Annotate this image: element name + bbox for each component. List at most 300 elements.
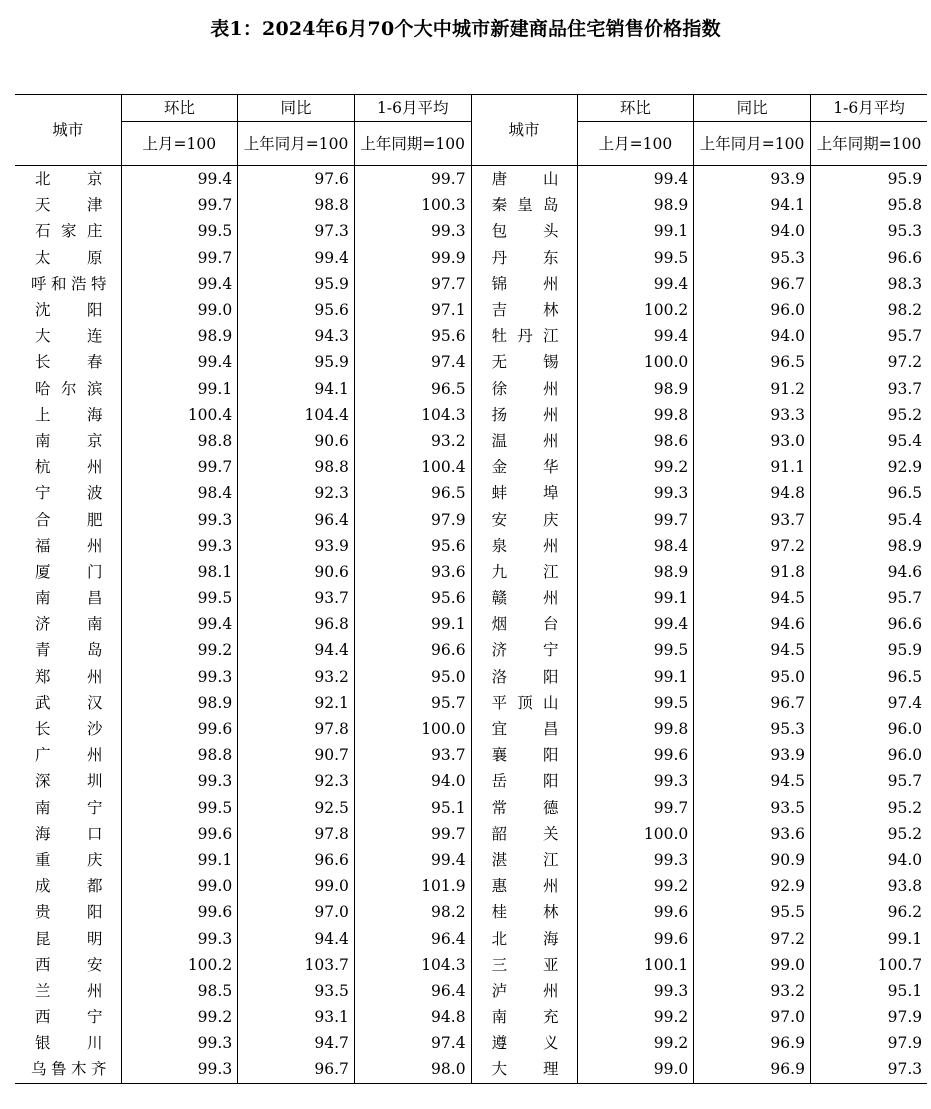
city-name: 湛江 bbox=[471, 847, 577, 873]
mom-value: 99.2 bbox=[577, 873, 694, 899]
table-row bbox=[15, 925, 927, 951]
yoy-value: 92.3 bbox=[238, 768, 355, 794]
mom-value: 99.7 bbox=[121, 245, 238, 271]
mom-value: 99.2 bbox=[121, 1004, 238, 1030]
mom-value: 98.5 bbox=[121, 978, 238, 1004]
mom-value: 99.4 bbox=[121, 271, 238, 297]
mom-value: 99.2 bbox=[121, 637, 238, 663]
city-name: 吉林 bbox=[471, 297, 577, 323]
mom-value: 99.5 bbox=[121, 218, 238, 244]
yoy-value: 97.0 bbox=[694, 1004, 811, 1030]
table-row bbox=[15, 480, 927, 506]
avg-value: 98.2 bbox=[354, 899, 471, 925]
yoy-base-header: 上年同月=100 bbox=[694, 122, 811, 166]
table-row bbox=[15, 637, 927, 663]
city-name: 徐州 bbox=[471, 376, 577, 402]
mom-value: 99.4 bbox=[577, 166, 694, 193]
avg-value: 95.6 bbox=[354, 533, 471, 559]
yoy-value: 97.6 bbox=[238, 166, 355, 193]
avg-value: 95.4 bbox=[810, 506, 927, 532]
yoy-value: 90.6 bbox=[238, 559, 355, 585]
yoy-value: 97.0 bbox=[238, 899, 355, 925]
mom-value: 99.3 bbox=[121, 925, 238, 951]
avg-value: 97.2 bbox=[810, 349, 927, 375]
yoy-value: 92.1 bbox=[238, 690, 355, 716]
mom-value: 100.0 bbox=[577, 349, 694, 375]
city-name: 无锡 bbox=[471, 349, 577, 375]
yoy-value: 91.1 bbox=[694, 454, 811, 480]
table-row bbox=[15, 768, 927, 794]
city-name: 太原 bbox=[35, 248, 103, 267]
mom-value: 99.6 bbox=[121, 716, 238, 742]
mom-value: 99.6 bbox=[577, 899, 694, 925]
city-name: 蚌埠 bbox=[471, 480, 577, 506]
mom-value: 99.0 bbox=[577, 1056, 694, 1083]
yoy-value: 96.7 bbox=[694, 271, 811, 297]
yoy-value: 96.9 bbox=[694, 1030, 811, 1056]
mom-value: 99.0 bbox=[121, 873, 238, 899]
city-name: 遵义 bbox=[471, 1030, 577, 1056]
city-name: 北京 bbox=[35, 170, 103, 189]
table-row bbox=[15, 1030, 927, 1056]
yoy-value: 96.0 bbox=[694, 297, 811, 323]
table-header bbox=[15, 95, 927, 166]
table-row bbox=[15, 1056, 927, 1083]
mom-value: 99.1 bbox=[577, 585, 694, 611]
table-row bbox=[15, 428, 927, 454]
mom-value: 99.1 bbox=[121, 847, 238, 873]
mom-value: 98.9 bbox=[577, 192, 694, 218]
city-name: 杭州 bbox=[35, 458, 103, 477]
yoy-value: 96.7 bbox=[238, 1056, 355, 1083]
yoy-value: 91.2 bbox=[694, 376, 811, 402]
yoy-value: 96.6 bbox=[238, 847, 355, 873]
yoy-value: 96.5 bbox=[694, 349, 811, 375]
avg-value: 98.0 bbox=[354, 1056, 471, 1083]
city-name: 南充 bbox=[471, 1004, 577, 1030]
avg-value: 95.7 bbox=[810, 768, 927, 794]
table-row bbox=[15, 899, 927, 925]
mom-value: 98.9 bbox=[121, 690, 238, 716]
yoy-value: 103.7 bbox=[238, 952, 355, 978]
page-title: 表1：2024年6月70个大中城市新建商品住宅销售价格指数 bbox=[210, 18, 721, 40]
mom-value: 99.6 bbox=[121, 899, 238, 925]
yoy-value: 92.9 bbox=[694, 873, 811, 899]
avg-value: 97.9 bbox=[810, 1030, 927, 1056]
yoy-value: 93.7 bbox=[694, 506, 811, 532]
avg-value: 94.8 bbox=[354, 1004, 471, 1030]
mom-base-header: 上月=100 bbox=[577, 122, 694, 166]
city-name: 呼和浩特 bbox=[31, 274, 107, 293]
mom-base-header: 上月=100 bbox=[121, 122, 238, 166]
city-name: 青岛 bbox=[35, 641, 103, 660]
avg-value: 93.7 bbox=[810, 376, 927, 402]
avg-value: 95.1 bbox=[354, 795, 471, 821]
avg-value: 96.6 bbox=[354, 637, 471, 663]
avg-value: 93.7 bbox=[354, 742, 471, 768]
yoy-value: 97.2 bbox=[694, 533, 811, 559]
table-row bbox=[15, 978, 927, 1004]
avg-value: 95.7 bbox=[810, 585, 927, 611]
city-name: 大连 bbox=[35, 327, 103, 346]
city-name: 牡丹江 bbox=[471, 323, 577, 349]
yoy-value: 94.0 bbox=[694, 323, 811, 349]
mom-value: 100.4 bbox=[121, 402, 238, 428]
mom-value: 100.0 bbox=[577, 821, 694, 847]
avg-value: 95.7 bbox=[810, 323, 927, 349]
yoy-value: 95.5 bbox=[694, 899, 811, 925]
mom-value: 99.1 bbox=[121, 376, 238, 402]
yoy-value: 97.8 bbox=[238, 821, 355, 847]
city-name: 泉州 bbox=[471, 533, 577, 559]
avg-value: 96.0 bbox=[810, 742, 927, 768]
city-name: 秦皇岛 bbox=[471, 192, 577, 218]
mom-value: 99.3 bbox=[577, 768, 694, 794]
avg-value: 96.4 bbox=[354, 978, 471, 1004]
mom-value: 99.1 bbox=[577, 664, 694, 690]
city-name: 三亚 bbox=[471, 952, 577, 978]
table-row bbox=[15, 218, 927, 244]
city-name: 北海 bbox=[471, 925, 577, 951]
city-name: 郑州 bbox=[35, 667, 103, 686]
avg-value: 95.4 bbox=[810, 428, 927, 454]
yoy-column-header: 同比 bbox=[694, 95, 811, 122]
avg-value: 92.9 bbox=[810, 454, 927, 480]
city-name: 常德 bbox=[471, 795, 577, 821]
mom-value: 98.8 bbox=[121, 742, 238, 768]
mom-value: 99.4 bbox=[577, 323, 694, 349]
table-row bbox=[15, 847, 927, 873]
mom-value: 98.9 bbox=[577, 376, 694, 402]
mom-value: 99.8 bbox=[577, 716, 694, 742]
avg-column-header: 1-6月平均 bbox=[354, 95, 471, 122]
yoy-value: 95.0 bbox=[694, 664, 811, 690]
avg-value: 99.7 bbox=[354, 821, 471, 847]
mom-column-header: 环比 bbox=[121, 95, 238, 122]
city-name: 西宁 bbox=[35, 1008, 103, 1027]
avg-value: 104.3 bbox=[354, 952, 471, 978]
table-row bbox=[15, 795, 927, 821]
yoy-value: 94.8 bbox=[694, 480, 811, 506]
avg-value: 95.6 bbox=[354, 323, 471, 349]
yoy-value: 95.6 bbox=[238, 297, 355, 323]
mom-value: 99.3 bbox=[121, 1030, 238, 1056]
city-name: 济南 bbox=[35, 615, 103, 634]
yoy-value: 99.0 bbox=[238, 873, 355, 899]
table-row bbox=[15, 323, 927, 349]
yoy-value: 94.3 bbox=[238, 323, 355, 349]
mom-value: 99.4 bbox=[577, 271, 694, 297]
mom-value: 98.1 bbox=[121, 559, 238, 585]
yoy-value: 95.9 bbox=[238, 271, 355, 297]
avg-value: 97.9 bbox=[810, 1004, 927, 1030]
yoy-value: 95.3 bbox=[694, 716, 811, 742]
city-name: 海口 bbox=[35, 824, 103, 843]
avg-value: 96.5 bbox=[354, 376, 471, 402]
avg-column-header: 1-6月平均 bbox=[810, 95, 927, 122]
city-name: 石家庄 bbox=[35, 222, 103, 241]
yoy-value: 97.3 bbox=[238, 218, 355, 244]
price-index-table bbox=[15, 94, 927, 1084]
table-row bbox=[15, 166, 927, 193]
table-row bbox=[15, 559, 927, 585]
city-name: 襄阳 bbox=[471, 742, 577, 768]
city-name: 武汉 bbox=[35, 693, 103, 712]
table-row bbox=[15, 611, 927, 637]
yoy-value: 97.8 bbox=[238, 716, 355, 742]
city-name: 福州 bbox=[35, 536, 103, 555]
table-row bbox=[15, 1004, 927, 1030]
yoy-value: 99.4 bbox=[238, 245, 355, 271]
avg-value: 95.3 bbox=[810, 218, 927, 244]
avg-value: 96.5 bbox=[354, 480, 471, 506]
yoy-value: 99.0 bbox=[694, 952, 811, 978]
city-name: 贵阳 bbox=[35, 903, 103, 922]
city-name: 赣州 bbox=[471, 585, 577, 611]
mom-value: 99.3 bbox=[577, 847, 694, 873]
avg-value: 100.7 bbox=[810, 952, 927, 978]
city-name: 惠州 bbox=[471, 873, 577, 899]
mom-value: 99.7 bbox=[121, 454, 238, 480]
avg-value: 98.9 bbox=[810, 533, 927, 559]
city-name: 九江 bbox=[471, 559, 577, 585]
mom-value: 99.3 bbox=[121, 768, 238, 794]
yoy-value: 94.1 bbox=[694, 192, 811, 218]
mom-value: 99.1 bbox=[577, 218, 694, 244]
mom-value: 99.4 bbox=[121, 349, 238, 375]
mom-value: 100.1 bbox=[577, 952, 694, 978]
mom-value: 99.5 bbox=[577, 690, 694, 716]
avg-value: 96.4 bbox=[354, 925, 471, 951]
mom-value: 99.2 bbox=[577, 454, 694, 480]
mom-value: 98.4 bbox=[121, 480, 238, 506]
city-name: 金华 bbox=[471, 454, 577, 480]
avg-value: 99.4 bbox=[354, 847, 471, 873]
yoy-value: 93.1 bbox=[238, 1004, 355, 1030]
mom-value: 99.5 bbox=[121, 795, 238, 821]
city-name: 锦州 bbox=[471, 271, 577, 297]
yoy-column-header: 同比 bbox=[238, 95, 355, 122]
avg-value: 96.6 bbox=[810, 245, 927, 271]
avg-value: 97.7 bbox=[354, 271, 471, 297]
table-row bbox=[15, 664, 927, 690]
city-name: 包头 bbox=[471, 218, 577, 244]
yoy-value: 90.7 bbox=[238, 742, 355, 768]
mom-value: 98.6 bbox=[577, 428, 694, 454]
avg-value: 99.1 bbox=[810, 925, 927, 951]
mom-value: 99.4 bbox=[121, 166, 238, 193]
table-row bbox=[15, 873, 927, 899]
city-name: 广州 bbox=[35, 746, 103, 765]
table-row bbox=[15, 716, 927, 742]
mom-column-header: 环比 bbox=[577, 95, 694, 122]
avg-value: 94.0 bbox=[354, 768, 471, 794]
table-row bbox=[15, 192, 927, 218]
city-name: 西安 bbox=[35, 955, 103, 974]
city-name: 烟台 bbox=[471, 611, 577, 637]
city-name: 南宁 bbox=[35, 798, 103, 817]
city-column-header: 城市 bbox=[471, 95, 577, 166]
yoy-value: 98.8 bbox=[238, 454, 355, 480]
table-row bbox=[15, 376, 927, 402]
yoy-value: 93.5 bbox=[238, 978, 355, 1004]
mom-value: 98.8 bbox=[121, 428, 238, 454]
city-name: 平顶山 bbox=[471, 690, 577, 716]
city-name: 上海 bbox=[35, 405, 103, 424]
city-name: 丹东 bbox=[471, 245, 577, 271]
table-row bbox=[15, 821, 927, 847]
mom-value: 99.2 bbox=[577, 1030, 694, 1056]
yoy-value: 96.7 bbox=[694, 690, 811, 716]
yoy-value: 93.2 bbox=[694, 978, 811, 1004]
table-row bbox=[15, 533, 927, 559]
city-name: 扬州 bbox=[471, 402, 577, 428]
yoy-value: 94.0 bbox=[694, 218, 811, 244]
yoy-value: 96.4 bbox=[238, 506, 355, 532]
yoy-base-header: 上年同月=100 bbox=[238, 122, 355, 166]
city-name: 济宁 bbox=[471, 637, 577, 663]
yoy-value: 94.4 bbox=[238, 637, 355, 663]
city-name: 成都 bbox=[35, 877, 103, 896]
city-name: 唐山 bbox=[471, 166, 577, 193]
yoy-value: 93.9 bbox=[694, 166, 811, 193]
avg-value: 99.7 bbox=[354, 166, 471, 193]
yoy-value: 94.1 bbox=[238, 376, 355, 402]
city-name: 深圳 bbox=[35, 772, 103, 791]
yoy-value: 90.9 bbox=[694, 847, 811, 873]
table-row bbox=[15, 506, 927, 532]
city-name: 长春 bbox=[35, 353, 103, 372]
avg-value: 95.2 bbox=[810, 795, 927, 821]
yoy-value: 93.7 bbox=[238, 585, 355, 611]
city-name: 重庆 bbox=[35, 850, 103, 869]
mom-value: 99.6 bbox=[577, 925, 694, 951]
yoy-value: 96.8 bbox=[238, 611, 355, 637]
table-row bbox=[15, 952, 927, 978]
avg-value: 95.6 bbox=[354, 585, 471, 611]
city-name: 厦门 bbox=[35, 562, 103, 581]
avg-value: 96.6 bbox=[810, 611, 927, 637]
avg-value: 95.9 bbox=[810, 166, 927, 193]
city-name: 银川 bbox=[35, 1034, 103, 1053]
table-row bbox=[15, 349, 927, 375]
yoy-value: 93.3 bbox=[694, 402, 811, 428]
city-name: 岳阳 bbox=[471, 768, 577, 794]
yoy-value: 104.4 bbox=[238, 402, 355, 428]
yoy-value: 93.6 bbox=[694, 821, 811, 847]
city-name: 宁波 bbox=[35, 484, 103, 503]
mom-value: 99.7 bbox=[577, 506, 694, 532]
mom-value: 100.2 bbox=[121, 952, 238, 978]
avg-value: 97.1 bbox=[354, 297, 471, 323]
mom-value: 99.5 bbox=[577, 637, 694, 663]
mom-value: 99.3 bbox=[577, 978, 694, 1004]
table-row bbox=[15, 690, 927, 716]
yoy-value: 93.2 bbox=[238, 664, 355, 690]
table-row bbox=[15, 245, 927, 271]
yoy-value: 92.3 bbox=[238, 480, 355, 506]
avg-value: 96.2 bbox=[810, 899, 927, 925]
mom-value: 99.3 bbox=[121, 664, 238, 690]
avg-value: 96.5 bbox=[810, 480, 927, 506]
city-name: 南京 bbox=[35, 431, 103, 450]
mom-value: 99.6 bbox=[577, 742, 694, 768]
mom-value: 99.8 bbox=[577, 402, 694, 428]
mom-value: 98.9 bbox=[121, 323, 238, 349]
avg-value: 96.0 bbox=[810, 716, 927, 742]
avg-value: 98.3 bbox=[810, 271, 927, 297]
mom-value: 98.4 bbox=[577, 533, 694, 559]
city-name: 洛阳 bbox=[471, 664, 577, 690]
city-name: 宜昌 bbox=[471, 716, 577, 742]
avg-value: 99.9 bbox=[354, 245, 471, 271]
yoy-value: 94.4 bbox=[238, 925, 355, 951]
avg-value: 93.8 bbox=[810, 873, 927, 899]
yoy-value: 93.5 bbox=[694, 795, 811, 821]
mom-value: 99.5 bbox=[577, 245, 694, 271]
yoy-value: 94.5 bbox=[694, 637, 811, 663]
city-name: 沈阳 bbox=[35, 301, 103, 320]
table-row bbox=[15, 402, 927, 428]
yoy-value: 95.9 bbox=[238, 349, 355, 375]
mom-value: 99.3 bbox=[577, 480, 694, 506]
yoy-value: 92.5 bbox=[238, 795, 355, 821]
yoy-value: 93.9 bbox=[694, 742, 811, 768]
yoy-value: 94.6 bbox=[694, 611, 811, 637]
avg-value: 100.4 bbox=[354, 454, 471, 480]
city-column-header: 城市 bbox=[15, 95, 121, 166]
yoy-value: 95.3 bbox=[694, 245, 811, 271]
yoy-value: 98.8 bbox=[238, 192, 355, 218]
avg-value: 97.4 bbox=[810, 690, 927, 716]
table-row bbox=[15, 271, 927, 297]
avg-value: 97.4 bbox=[354, 1030, 471, 1056]
city-name: 天津 bbox=[35, 196, 103, 215]
avg-value: 101.9 bbox=[354, 873, 471, 899]
avg-value: 95.9 bbox=[810, 637, 927, 663]
avg-value: 97.3 bbox=[810, 1056, 927, 1083]
avg-value: 94.6 bbox=[810, 559, 927, 585]
avg-value: 96.5 bbox=[810, 664, 927, 690]
yoy-value: 90.6 bbox=[238, 428, 355, 454]
avg-value: 93.6 bbox=[354, 559, 471, 585]
table-row bbox=[15, 297, 927, 323]
yoy-value: 93.0 bbox=[694, 428, 811, 454]
avg-value: 94.0 bbox=[810, 847, 927, 873]
city-name: 哈尔滨 bbox=[35, 379, 103, 398]
table-row bbox=[15, 454, 927, 480]
avg-value: 95.8 bbox=[810, 192, 927, 218]
city-name: 桂林 bbox=[471, 899, 577, 925]
avg-value: 98.2 bbox=[810, 297, 927, 323]
city-name: 温州 bbox=[471, 428, 577, 454]
avg-value: 99.1 bbox=[354, 611, 471, 637]
table-row bbox=[15, 585, 927, 611]
city-name: 泸州 bbox=[471, 978, 577, 1004]
mom-value: 99.3 bbox=[121, 1056, 238, 1083]
avg-value: 95.7 bbox=[354, 690, 471, 716]
yoy-value: 94.5 bbox=[694, 585, 811, 611]
mom-value: 99.4 bbox=[121, 611, 238, 637]
city-name: 韶关 bbox=[471, 821, 577, 847]
avg-value: 104.3 bbox=[354, 402, 471, 428]
avg-value: 93.2 bbox=[354, 428, 471, 454]
city-name: 大理 bbox=[471, 1056, 577, 1083]
yoy-value: 96.9 bbox=[694, 1056, 811, 1083]
avg-value: 100.3 bbox=[354, 192, 471, 218]
yoy-value: 97.2 bbox=[694, 925, 811, 951]
city-name: 安庆 bbox=[471, 506, 577, 532]
